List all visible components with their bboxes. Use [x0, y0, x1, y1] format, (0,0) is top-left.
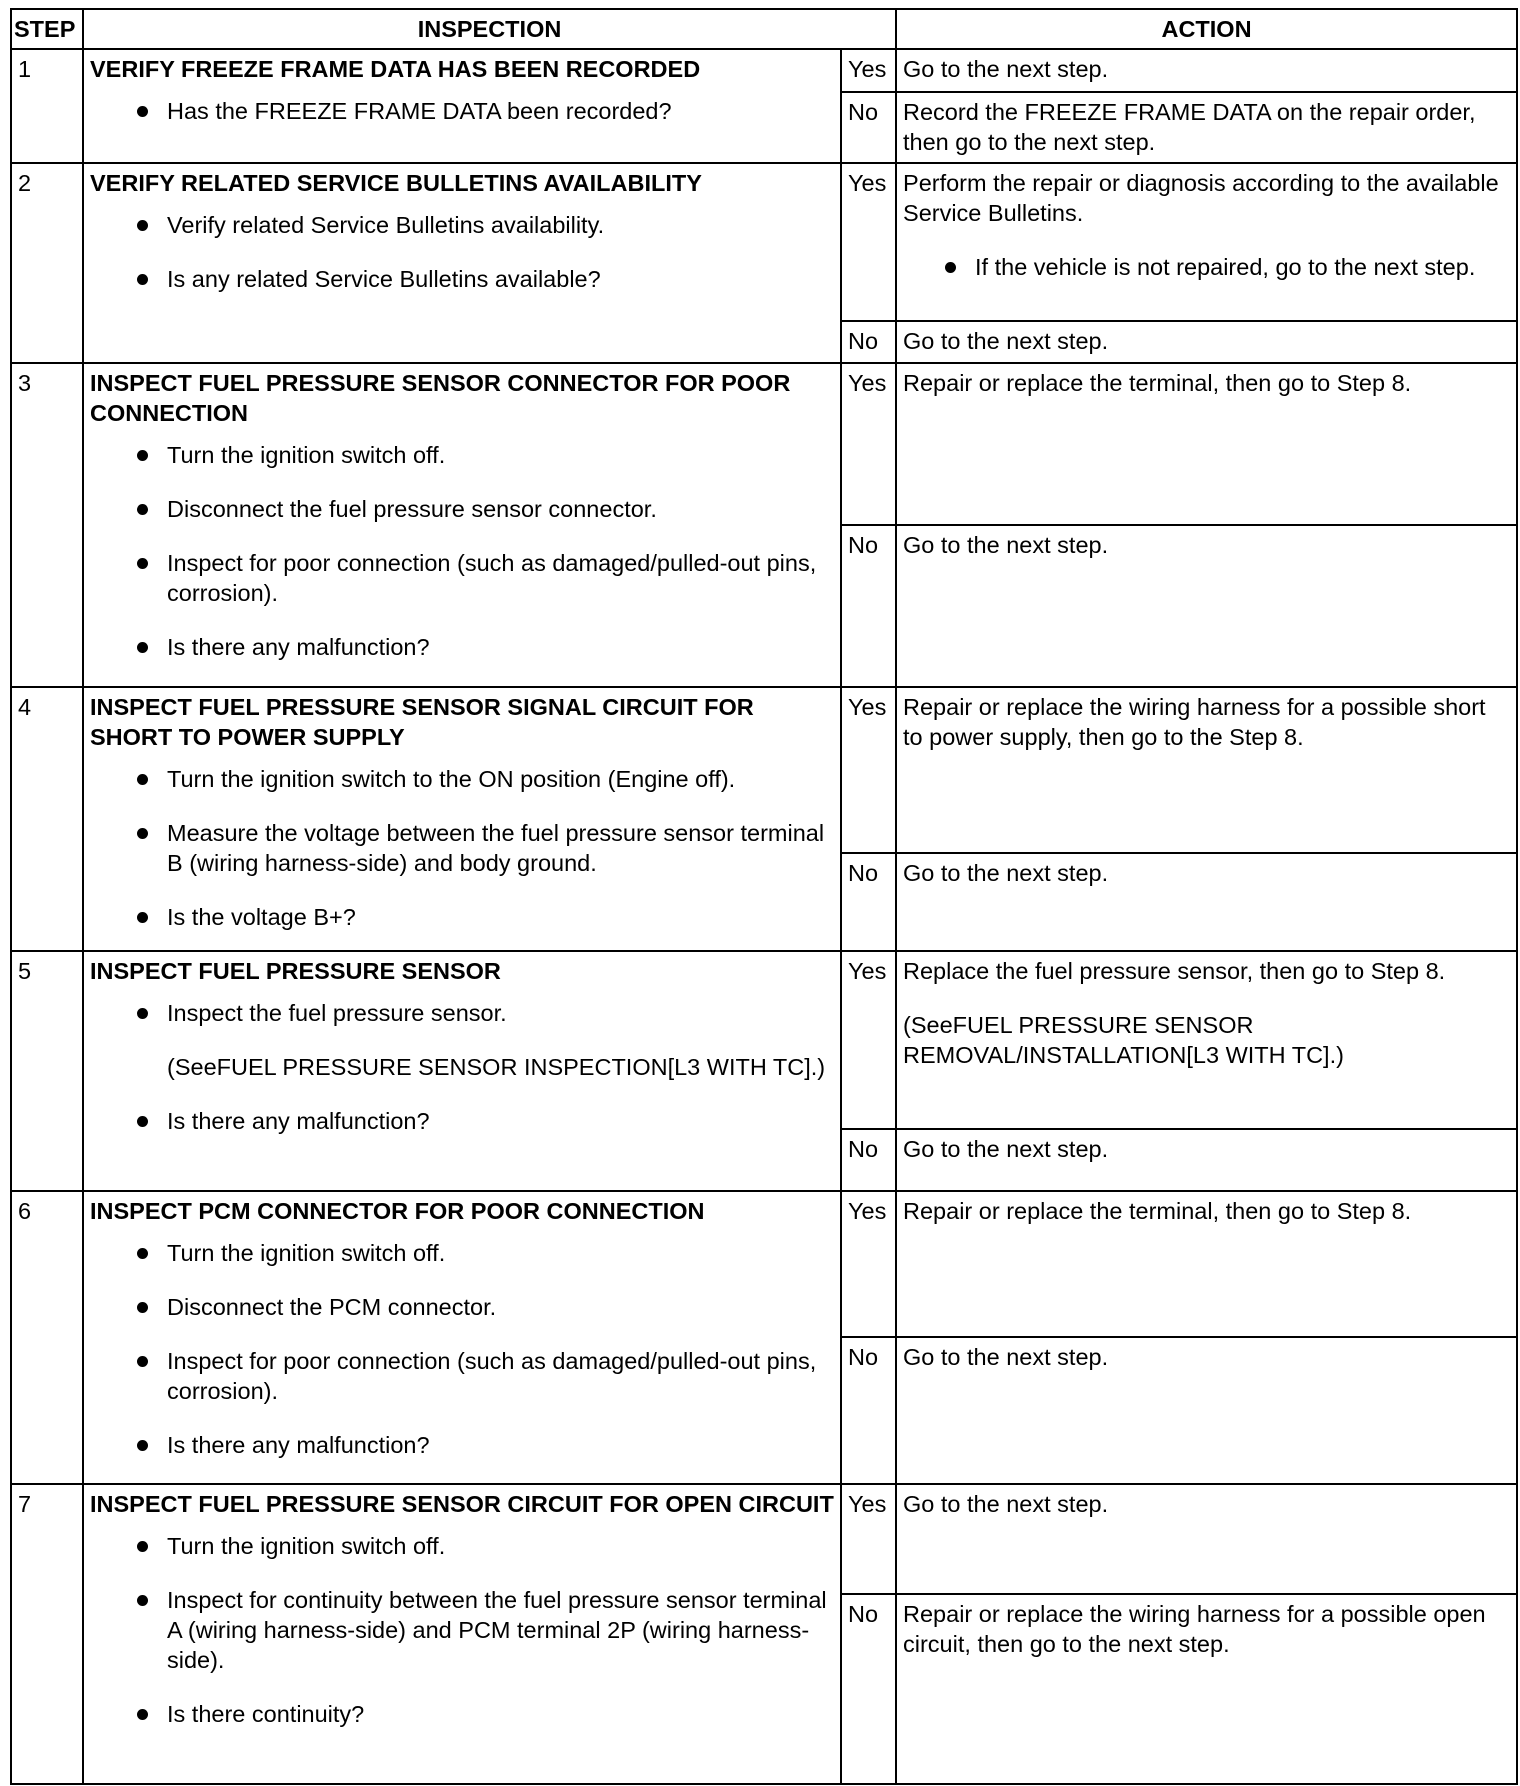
no-action: Go to the next step.: [896, 525, 1517, 687]
step-number: 5: [11, 951, 83, 1191]
inspection-bullet-list: [90, 440, 834, 662]
bullet-icon: [137, 1440, 148, 1451]
step-number: 4: [11, 687, 83, 951]
yes-action: Go to the next step.: [896, 49, 1517, 92]
yes-label: Yes: [841, 951, 896, 1129]
step-inspection: [83, 163, 841, 363]
step-number: 3: [11, 363, 83, 687]
step-title: INSPECT FUEL PRESSURE SENSOR SIGNAL CIRCUIT FOR SHORT TO POWER SUPPLY: [90, 694, 754, 750]
bullet-icon: [137, 220, 148, 231]
inspection-column-header: INSPECTION: [83, 9, 896, 49]
inspection-bullet: Measure the voltage between the fuel pressure sensor terminal B (wiring harness-side) and body ground.: [135, 818, 834, 878]
step-title: VERIFY FREEZE FRAME DATA HAS BEEN RECORDED: [90, 56, 701, 82]
step-1-yes-row: [11, 49, 1517, 92]
inspection-bullet: Is there any malfunction?: [135, 1106, 834, 1136]
step-inspection: [83, 363, 841, 687]
inspection-bullet: Turn the ignition switch off.: [135, 440, 834, 470]
step-7-yes-row: [11, 1484, 1517, 1594]
step-4-yes-row: [11, 687, 1517, 853]
no-label: No: [841, 853, 896, 951]
step-column-header: STEP: [11, 9, 83, 49]
inspection-bullet: Inspect for poor connection (such as damaged/pulled-out pins, corrosion).: [135, 1346, 834, 1406]
step-inspection: [83, 951, 841, 1191]
action-bullet: If the vehicle is not repaired, go to the next step.: [943, 252, 1510, 282]
inspection-bullet: Turn the ignition switch to the ON position (Engine off).: [135, 764, 834, 794]
no-action: Go to the next step.: [896, 321, 1517, 363]
inspection-bullet-list: [90, 998, 834, 1136]
step-title: INSPECT FUEL PRESSURE SENSOR CONNECTOR FOR POOR CONNECTION: [90, 370, 791, 426]
no-action: Go to the next step.: [896, 1337, 1517, 1484]
inspection-bullet: Turn the ignition switch off.: [135, 1531, 834, 1561]
bullet-icon: [137, 642, 148, 653]
reference-note: (SeeFUEL PRESSURE SENSOR INSPECTION[L3 WITH TC].): [167, 1054, 826, 1080]
no-label: No: [841, 1129, 896, 1191]
bullet-icon: [137, 774, 148, 785]
inspection-bullet: Is there continuity?: [135, 1699, 834, 1729]
step-title: INSPECT FUEL PRESSURE SENSOR CIRCUIT FOR OPEN CIRCUIT: [90, 1491, 834, 1517]
bullet-icon: [137, 1709, 148, 1720]
inspection-bullet: Inspect for poor connection (such as damaged/pulled-out pins, corrosion).: [135, 548, 834, 608]
step-inspection: [83, 49, 841, 163]
bullet-icon: [137, 1116, 148, 1127]
yes-label: Yes: [841, 687, 896, 853]
yes-action: Replace the fuel pressure sensor, then go to Step 8. (SeeFUEL PRESSURE SENSOR REMOVAL/INSTALLATION[L3 WITH TC].): [896, 951, 1517, 1129]
yes-action: Go to the next step.: [896, 1484, 1517, 1594]
bullet-icon: [137, 106, 148, 117]
step-number: 2: [11, 163, 83, 363]
no-action: Go to the next step.: [896, 1129, 1517, 1191]
inspection-bullet-list: [90, 764, 834, 932]
diagnostic-procedure-page: [10, 8, 1516, 1778]
inspection-bullet-list: [90, 96, 834, 126]
inspection-bullet: Disconnect the fuel pressure sensor connector.: [135, 494, 834, 524]
table-header-row: [11, 9, 1517, 49]
yes-label: Yes: [841, 1484, 896, 1594]
inspection-bullet: Inspect the fuel pressure sensor. (SeeFUEL PRESSURE SENSOR INSPECTION[L3 WITH TC].): [135, 998, 834, 1082]
inspection-bullet: Verify related Service Bulletins availability.: [135, 210, 834, 240]
step-6-yes-row: [11, 1191, 1517, 1337]
step-inspection: [83, 1484, 841, 1784]
action-bullet-list: [903, 252, 1510, 282]
inspection-bullet: Is there any malfunction?: [135, 1430, 834, 1460]
yes-label: Yes: [841, 163, 896, 321]
yes-label: Yes: [841, 1191, 896, 1337]
inspection-bullet: Inspect for continuity between the fuel pressure sensor terminal A (wiring harness-side) and PCM terminal 2P (wiring harness-side).: [135, 1585, 834, 1675]
bullet-icon: [137, 1595, 148, 1606]
reference-note: (SeeFUEL PRESSURE SENSOR REMOVAL/INSTALLATION[L3 WITH TC].): [903, 1012, 1344, 1068]
yes-action: Repair or replace the terminal, then go to Step 8.: [896, 1191, 1517, 1337]
step-title: INSPECT FUEL PRESSURE SENSOR: [90, 958, 501, 984]
bullet-icon: [137, 1356, 148, 1367]
yes-action: Perform the repair or diagnosis according to the available Service Bulletins. If the vehicle is not repaired, go to the next step.: [896, 163, 1517, 321]
step-5-yes-row: [11, 951, 1517, 1129]
bullet-icon: [137, 912, 148, 923]
inspection-bullet: Disconnect the PCM connector.: [135, 1292, 834, 1322]
no-action: Repair or replace the wiring harness for a possible open circuit, then go to the next step.: [896, 1594, 1517, 1784]
no-label: No: [841, 321, 896, 363]
inspection-bullet-list: [90, 1531, 834, 1729]
action-column-header: ACTION: [896, 9, 1517, 49]
step-title: INSPECT PCM CONNECTOR FOR POOR CONNECTION: [90, 1198, 705, 1224]
inspection-bullet: Is there any malfunction?: [135, 632, 834, 662]
no-label: No: [841, 1337, 896, 1484]
inspection-bullet: Is the voltage B+?: [135, 902, 834, 932]
bullet-icon: [137, 274, 148, 285]
yes-label: Yes: [841, 49, 896, 92]
step-title: VERIFY RELATED SERVICE BULLETINS AVAILABILITY: [90, 170, 702, 196]
bullet-icon: [137, 1302, 148, 1313]
inspection-bullet: Has the FREEZE FRAME DATA been recorded?: [135, 96, 834, 126]
step-2-yes-row: [11, 163, 1517, 321]
step-inspection: [83, 687, 841, 951]
inspection-bullet: Turn the ignition switch off.: [135, 1238, 834, 1268]
diagnostic-table: [10, 8, 1518, 1785]
bullet-icon: [137, 828, 148, 839]
yes-action: Repair or replace the wiring harness for a possible short to power supply, then go to the Step 8.: [896, 687, 1517, 853]
no-label: No: [841, 1594, 896, 1784]
no-action: Record the FREEZE FRAME DATA on the repair order, then go to the next step.: [896, 92, 1517, 163]
bullet-icon: [137, 1008, 148, 1019]
step-number: 1: [11, 49, 83, 163]
no-label: No: [841, 525, 896, 687]
step-3-yes-row: [11, 363, 1517, 525]
bullet-icon: [137, 1248, 148, 1259]
bullet-icon: [137, 558, 148, 569]
step-number: 7: [11, 1484, 83, 1784]
yes-label: Yes: [841, 363, 896, 525]
yes-action: Repair or replace the terminal, then go to Step 8.: [896, 363, 1517, 525]
no-action: Go to the next step.: [896, 853, 1517, 951]
bullet-icon: [137, 504, 148, 515]
bullet-icon: [137, 450, 148, 461]
bullet-icon: [945, 262, 956, 273]
step-inspection: [83, 1191, 841, 1484]
inspection-bullet-list: [90, 1238, 834, 1460]
bullet-icon: [137, 1541, 148, 1552]
inspection-bullet-list: [90, 210, 834, 294]
inspection-bullet: Is any related Service Bulletins available?: [135, 264, 834, 294]
no-label: No: [841, 92, 896, 163]
step-number: 6: [11, 1191, 83, 1484]
